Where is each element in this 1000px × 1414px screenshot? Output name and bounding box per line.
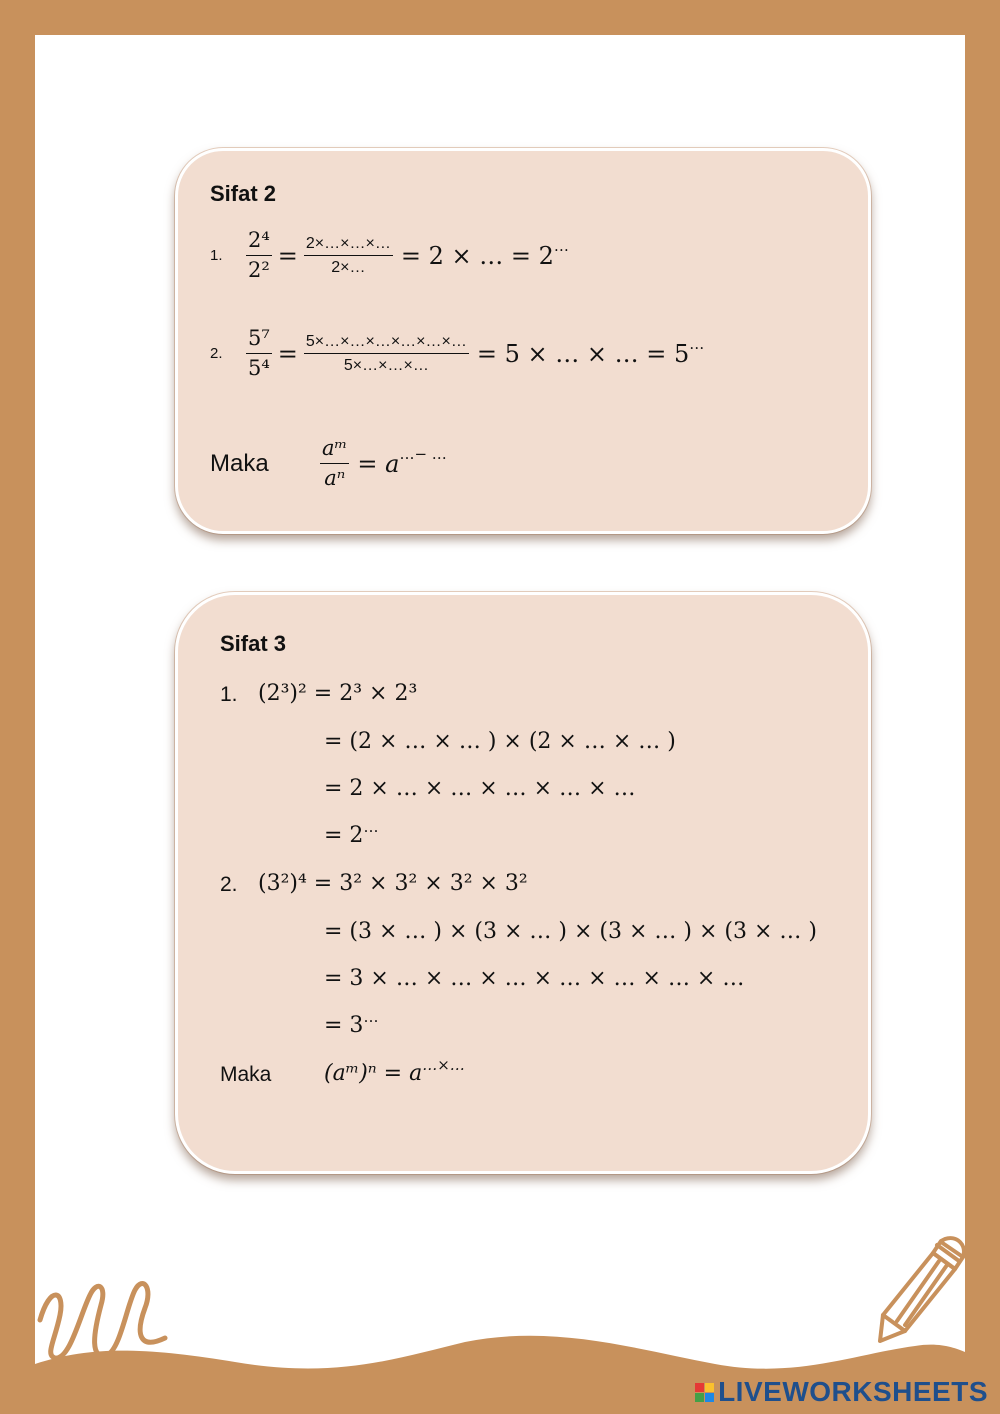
denominator: 5⁴ — [248, 356, 270, 381]
sifat-3-item-1-line-3: = 2 × … × … × … × … × … — [324, 776, 636, 801]
item-number: 1. — [210, 247, 223, 265]
sifat-3-conclusion — [324, 1055, 465, 1086]
rhs-exponent: … — [553, 236, 569, 255]
result-base: = 3 — [324, 1013, 364, 1038]
sifat-3-item-2-line-3: = 3 × … × … × … × … × … × … × … — [324, 966, 745, 991]
sifat-3-card — [175, 592, 871, 1174]
sifat-3-title: Sifat 3 — [220, 631, 287, 656]
numerator: 2×…×…×… — [304, 235, 393, 257]
result-exponent: … — [363, 1007, 379, 1026]
sifat-3-item-1-line-4 — [324, 817, 379, 848]
rhs-expression: = a — [357, 449, 400, 478]
conclusion-exponent: …×… — [422, 1055, 465, 1074]
sifat-3-item-2-line-1: (3²)⁴ = 3² × 3² × 3² × 3² — [258, 871, 528, 896]
numerator: 2⁴ — [246, 229, 272, 256]
sifat-3-item-2-line-2: = (3 × … ) × (3 × … ) × (3 × … ) × (3 × … ) — [324, 919, 817, 944]
item-number: 2. — [210, 345, 223, 363]
rhs-expression: = 2 × … = 2 — [400, 241, 554, 270]
sifat-2-item-1 — [210, 229, 569, 282]
sifat-3-item-1-line-2: = (2 × … × … ) × (2 × … × … ) — [324, 729, 676, 754]
fraction-lhs — [246, 327, 272, 380]
numerator: aᵐ — [320, 437, 349, 464]
liveworksheets-logo[interactable] — [695, 1376, 988, 1408]
sifat-3-item-1-line-1: (2³)² = 2³ × 2³ — [258, 681, 418, 706]
equals-sign: = — [277, 339, 298, 368]
rhs-exponent: …− … — [399, 444, 447, 463]
result-base: = 2 — [324, 823, 364, 848]
item-number: 1. — [220, 683, 238, 706]
rhs-expression: = 5 × … × … = 5 — [476, 339, 690, 368]
sifat-2-conclusion — [210, 437, 447, 490]
fraction-lhs — [246, 229, 272, 282]
fraction-middle — [304, 235, 393, 277]
denominator: 2×… — [331, 259, 366, 277]
equals-sign: = — [277, 241, 298, 270]
sifat-3-item-2-line-4 — [324, 1007, 379, 1038]
sifat-2-item-2 — [210, 327, 704, 380]
numerator: 5×…×…×…×…×…×… — [304, 333, 469, 355]
fraction-a-m-over-a-n — [320, 437, 349, 490]
conclusion-label: Maka — [220, 1063, 272, 1086]
conclusion-label: Maka — [210, 449, 269, 477]
rhs-exponent: … — [689, 334, 705, 353]
logo-badge-icon — [695, 1383, 714, 1402]
conclusion-expression: (aᵐ)ⁿ = a — [324, 1061, 423, 1086]
fraction-middle — [304, 333, 469, 375]
worksheet-page — [35, 35, 965, 1414]
denominator: aⁿ — [324, 466, 346, 491]
item-number: 2. — [220, 873, 238, 896]
numerator: 5⁷ — [246, 327, 272, 354]
sifat-2-title: Sifat 2 — [210, 181, 277, 206]
sifat-2-card — [175, 148, 871, 534]
logo-text: LIVEWORKSHEETS — [718, 1376, 988, 1407]
denominator: 5×…×…×… — [343, 357, 429, 375]
denominator: 2² — [248, 258, 270, 283]
result-exponent: … — [363, 817, 379, 836]
